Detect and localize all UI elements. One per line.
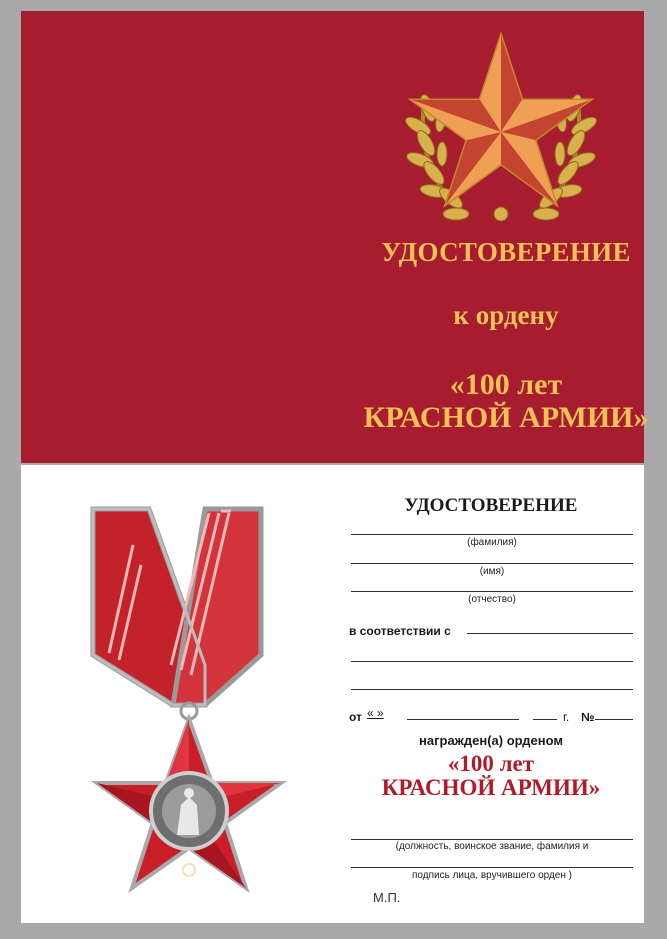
name-line[interactable] xyxy=(351,563,633,564)
cover-order-line1: «100 лет xyxy=(449,368,563,401)
in-accordance-line[interactable] xyxy=(467,633,633,634)
signature-caption: подпись лица, вручившего орден ) xyxy=(412,870,572,881)
position-line[interactable] xyxy=(351,839,633,840)
inside-order-line1: «100 лет xyxy=(447,751,535,776)
certificate-inside xyxy=(21,465,644,923)
signature-line[interactable] xyxy=(351,867,633,868)
order-medal-image xyxy=(81,505,321,905)
name-caption: (имя) xyxy=(479,566,505,577)
blank-line-2[interactable] xyxy=(351,689,633,690)
cover-order-line2: КРАСНОЙ АРМИИ» xyxy=(363,401,649,434)
date-quotes: « » xyxy=(367,706,384,720)
from-label: от xyxy=(349,710,362,724)
date-year-line[interactable] xyxy=(533,719,557,720)
patronymic-caption: (отчество) xyxy=(468,594,516,605)
blank-line-1[interactable] xyxy=(351,661,633,662)
surname-line[interactable] xyxy=(351,534,633,535)
certificate-cover xyxy=(21,11,649,463)
patronymic-line[interactable] xyxy=(351,591,633,592)
surname-caption: (фамилия) xyxy=(467,537,517,548)
cover-order-name xyxy=(351,368,661,434)
number-label: № xyxy=(581,710,595,724)
stamp-placeholder: М.П. xyxy=(373,890,401,905)
cover-subtitle: к ордену xyxy=(453,300,559,330)
year-label: г. xyxy=(563,710,570,724)
inside-title: УДОСТОВЕРЕНИЕ xyxy=(404,495,578,516)
inside-order-name xyxy=(351,752,631,800)
awarded-label: награжден(а) орденом xyxy=(419,733,563,748)
number-line[interactable] xyxy=(595,719,633,720)
date-month-line[interactable] xyxy=(407,719,519,720)
star-wreath-emblem-icon xyxy=(396,28,606,228)
inside-order-line2: КРАСНОЙ АРМИИ» xyxy=(381,775,601,800)
position-caption: (должность, воинское звание, фамилия и xyxy=(395,841,589,852)
cover-title: УДОСТОВЕРЕНИЕ xyxy=(381,237,631,267)
in-accordance-label: в соответствии с xyxy=(349,624,451,638)
